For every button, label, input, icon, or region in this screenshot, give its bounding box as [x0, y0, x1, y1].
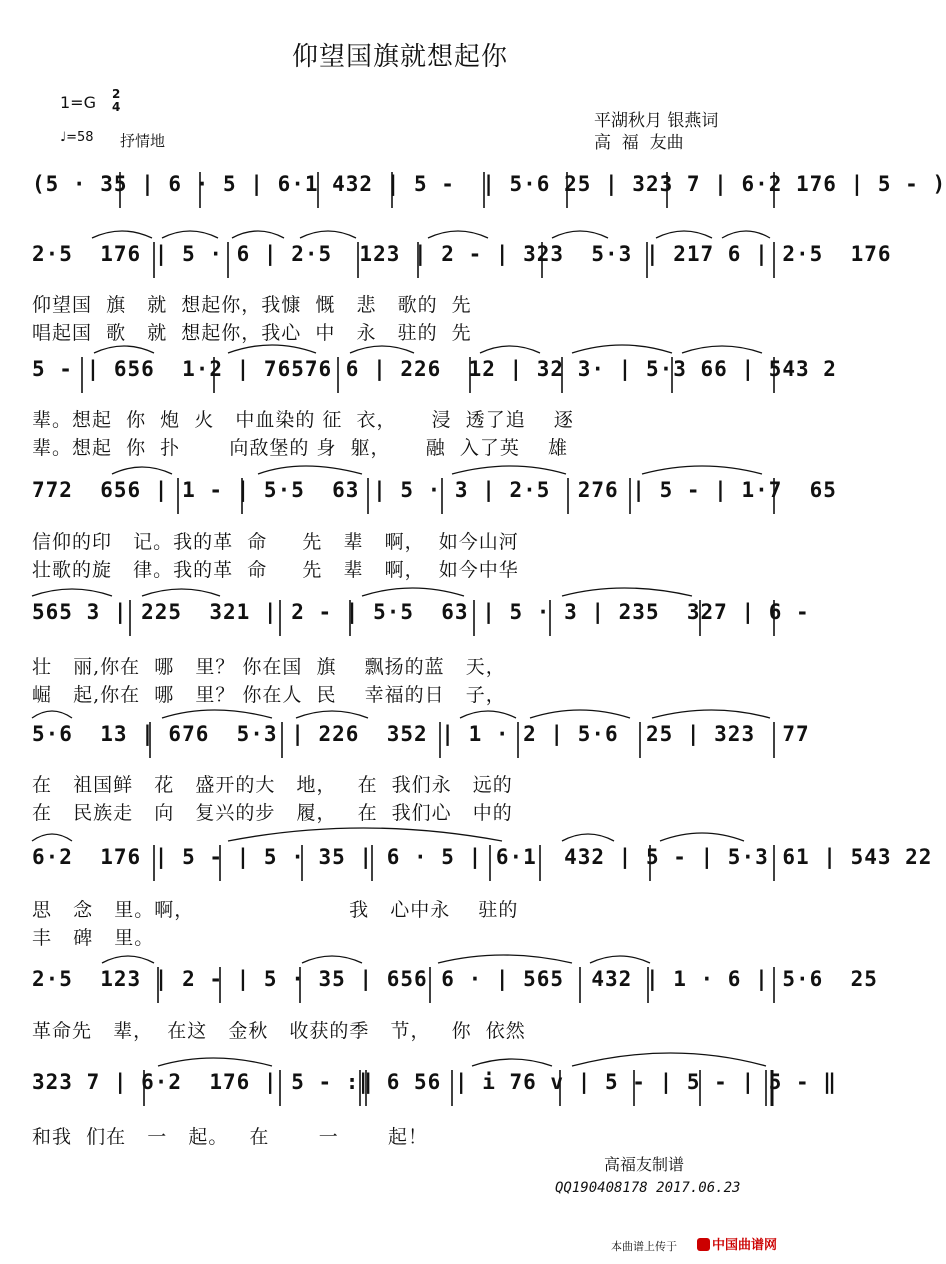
site-name: 中国曲谱网: [712, 1238, 778, 1253]
notes-row-9: 323 7 | 6·2 176 | 5 - :‖ 6 56 | i 76 v | 5 - | 5 - | 5 - ‖: [32, 1070, 837, 1094]
score-row-6: [32, 722, 810, 756]
tempo-mark: ♩=58: [60, 130, 94, 145]
score-row-7: [32, 845, 933, 879]
notes-row-8: 2·5 123 | 2 - | 5 · 35 | 656 6 · | 565 432 | 1 · 6 | 5·6 25: [32, 967, 878, 991]
lyric-row-4a: 信仰的印 记。我的革 命 先 辈 啊， 如今山河: [32, 531, 519, 553]
lyricist-credit: 平湖秋月 银燕词: [594, 111, 719, 131]
notes-row-6: 5·6 13 | 676 5·3 | 226 352 | 1 · 2 | 5·6 25 | 323 77: [32, 722, 810, 746]
score-row-4: [32, 478, 837, 512]
time-sig-top: 2: [112, 87, 121, 101]
notes-row-5: 565 3 | 225 321 | 2 - | 5·5 63 | 5 · 3 | 235 327 | 6 -: [32, 600, 810, 624]
notes-row-4: 772 656 | 1 - | 5·5 63 | 5 · 3 | 2·5 276 | 5 - | 1·7 65: [32, 478, 837, 502]
score-row-1: [32, 172, 946, 206]
score-row-5: [32, 600, 810, 634]
lyric-row-5a: 壮 丽,你在 哪 里？ 你在国 旗 飘扬的蓝 天，: [32, 656, 506, 678]
qq-date: QQ190408178 2017.06.23: [555, 1180, 741, 1196]
lyric-row-4b: 壮歌的旋 律。我的革 命 先 辈 啊， 如今中华: [32, 559, 519, 581]
lyric-row-6a: 在 祖国鲜 花 盛开的大 地， 在 我们永 远的: [32, 774, 513, 796]
time-signature: [112, 88, 120, 114]
lyric-row-7b: 丰 碑 里。: [32, 927, 155, 949]
site-logo[interactable]: [697, 1234, 777, 1253]
lyric-row-7a: 思 念 里。啊， 我 心中永 驻的: [32, 899, 519, 921]
site-logo-icon: [697, 1238, 710, 1251]
lyric-row-2b: 唱起国 歌 就 想起你，我心 中 永 驻的 先: [32, 322, 472, 344]
score-row-8: [32, 967, 878, 1001]
credits: [594, 110, 718, 154]
expression-mark: 抒情地: [120, 132, 166, 150]
notes-row-1: (5 · 35 | 6 · 5 | 6·1 432 | 5 - | 5·6 25 | 323 7 | 6·2 176 | 5 - ): [32, 172, 946, 196]
arranger-credit: 高福友制谱: [604, 1155, 685, 1174]
key-signature: 1=G: [60, 93, 96, 112]
lyric-row-3b: 辈。想起 你 扑 向敌堡的 身 躯， 融 入了英 雄: [32, 437, 568, 459]
notes-row-7: 6·2 176 | 5 - | 5 · 35 | 6 · 5 | 6·1 432 | 5 - | 5·3 61 | 543 22: [32, 845, 933, 869]
lyric-row-5b: 崛 起,你在 哪 里？ 你在人 民 幸福的日 子，: [32, 684, 506, 706]
lyric-row-3a: 辈。想起 你 炮 火 中血染的 征 衣， 浸 透了追 逐: [32, 409, 574, 431]
composer-credit: 高 福 友曲: [594, 133, 684, 153]
notes-row-2: 2·5 176 | 5 · 6 | 2·5 123 | 2 - | 323 5·3 | 217 6 | 2·5 176: [32, 242, 892, 266]
lyric-row-6b: 在 民族走 向 复兴的步 履， 在 我们心 中的: [32, 802, 513, 824]
lyric-row-8: 革命先 辈， 在这 金秋 收获的季 节， 你 依然: [32, 1020, 526, 1042]
lyric-row-2a: 仰望国 旗 就 想起你，我慷 慨 悲 歌的 先: [32, 294, 472, 316]
score-row-9: [32, 1070, 837, 1104]
time-sig-bottom: 4: [112, 100, 121, 114]
upload-note: 本曲谱上传于: [611, 1240, 677, 1253]
lyric-row-9: 和我 们在 一 起。 在 一 起！: [32, 1126, 428, 1148]
notes-row-3: 5 - | 656 1·2 | 76576 6 | 226 12 | 32 3· | 5·3 66 | 543 2: [32, 357, 837, 381]
song-title: 仰望国旗就想起你: [291, 42, 508, 72]
score-row-2: [32, 242, 892, 276]
score-row-3: [32, 357, 837, 391]
